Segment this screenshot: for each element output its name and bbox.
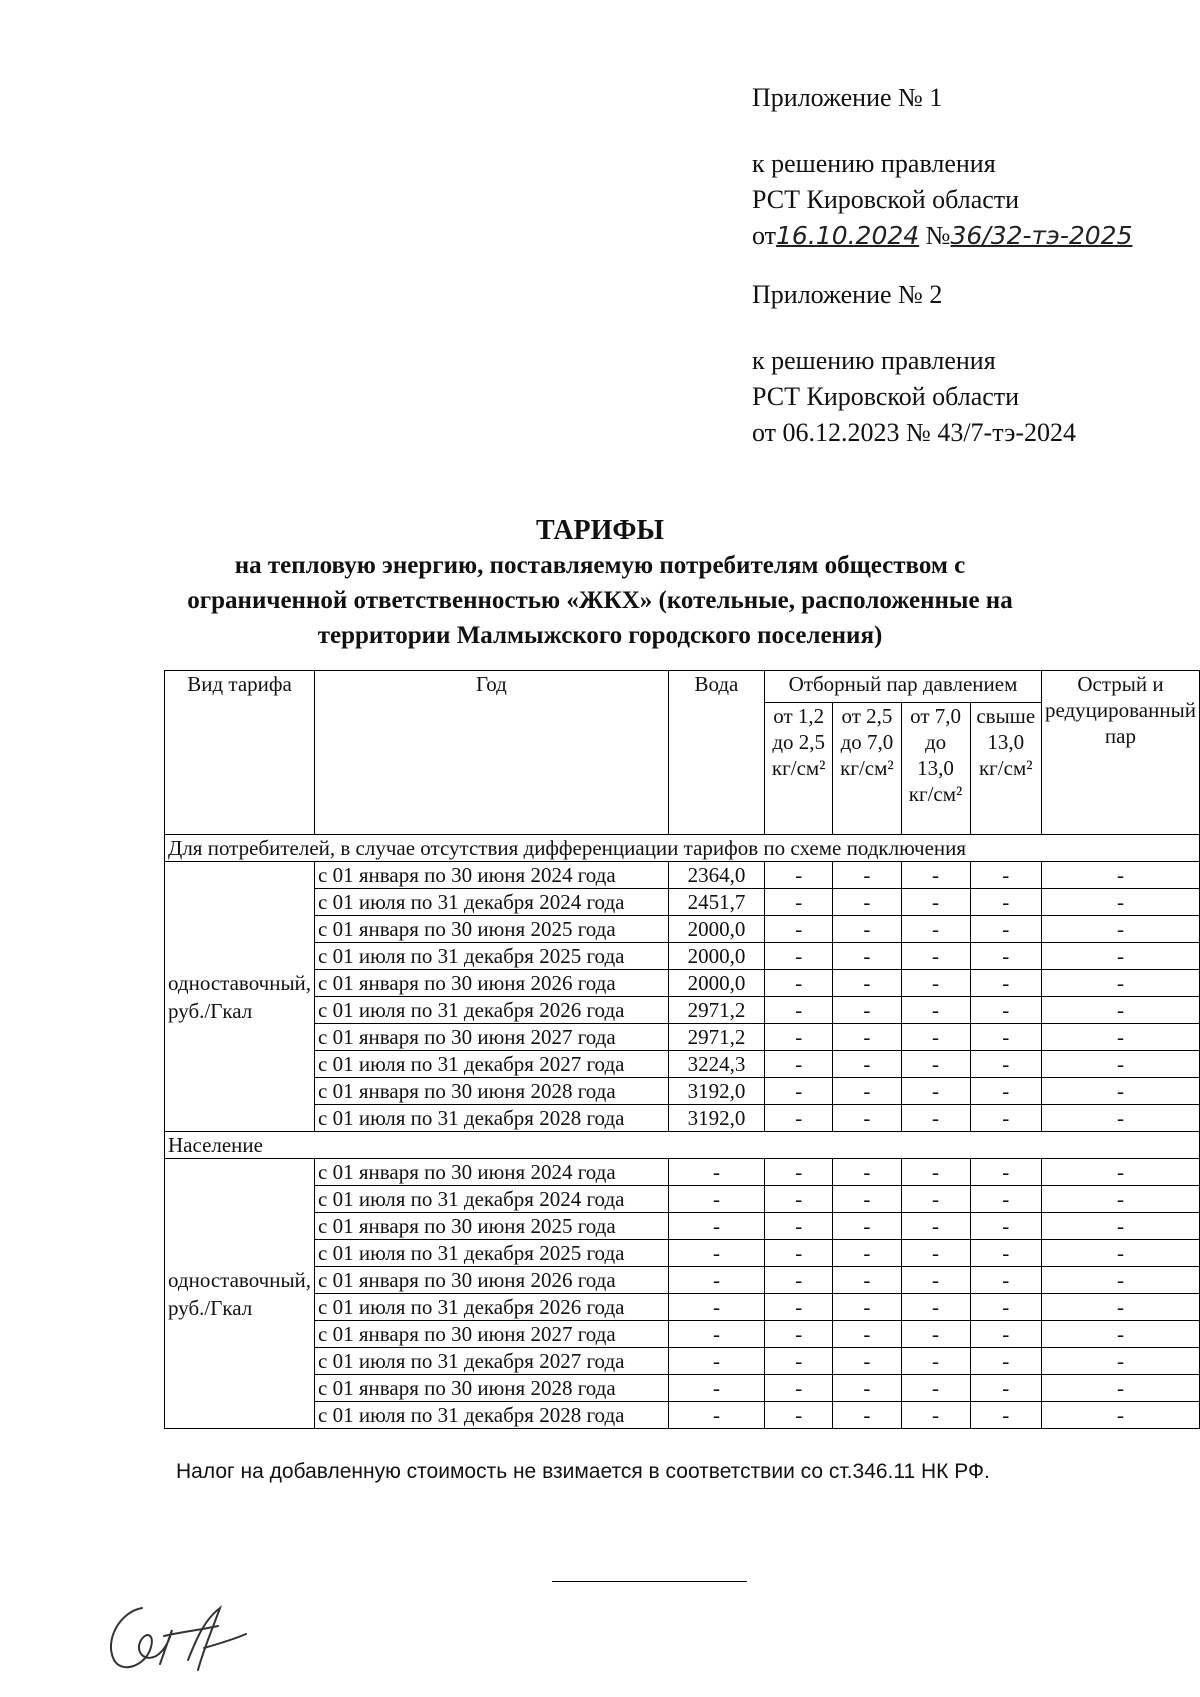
period-cell: с 01 января по 30 июня 2026 года bbox=[315, 1267, 669, 1294]
sharp-value-cell: - bbox=[1041, 862, 1199, 889]
p3-value-cell: - bbox=[901, 889, 970, 916]
header-water: Вода bbox=[668, 671, 764, 835]
p3-value-cell: - bbox=[901, 1294, 970, 1321]
header-type: Вид тарифа bbox=[165, 671, 315, 835]
p3-value-cell: - bbox=[901, 1240, 970, 1267]
p3-value-cell: - bbox=[901, 1321, 970, 1348]
appendix-1-number: 36/32-тэ-2025 bbox=[950, 221, 1133, 250]
period-cell: с 01 января по 30 июня 2024 года bbox=[315, 862, 669, 889]
p3-value-cell: - bbox=[901, 1375, 970, 1402]
water-value-cell: 2971,2 bbox=[668, 1024, 764, 1051]
p4-value-cell: - bbox=[970, 1402, 1041, 1429]
water-value-cell: 3192,0 bbox=[668, 1105, 764, 1132]
p1-value-cell: - bbox=[765, 997, 833, 1024]
p3-value-cell: - bbox=[901, 1348, 970, 1375]
sharp-value-cell: - bbox=[1041, 1105, 1199, 1132]
p1-value-cell: - bbox=[765, 916, 833, 943]
appendix-1-no: № bbox=[925, 221, 951, 250]
p3-value-cell: - bbox=[901, 1024, 970, 1051]
table-row bbox=[165, 1024, 1200, 1051]
period-cell: с 01 июля по 31 декабря 2026 года bbox=[315, 997, 669, 1024]
sharp-value-cell: - bbox=[1041, 970, 1199, 997]
p1-value-cell: - bbox=[765, 889, 833, 916]
section-label: Население bbox=[165, 1132, 1200, 1159]
p1-value-cell: - bbox=[765, 1240, 833, 1267]
appendix-2-label: Приложение № 2 bbox=[752, 280, 943, 309]
p2-value-cell: - bbox=[833, 1159, 901, 1186]
period-cell: с 01 июля по 31 декабря 2027 года bbox=[315, 1348, 669, 1375]
period-cell: с 01 января по 30 июня 2028 года bbox=[315, 1375, 669, 1402]
table-row bbox=[165, 862, 1200, 889]
p1-value-cell: - bbox=[765, 970, 833, 997]
p3-value-cell: - bbox=[901, 997, 970, 1024]
p1-value-cell: - bbox=[765, 1402, 833, 1429]
water-value-cell: - bbox=[668, 1240, 764, 1267]
p4-value-cell: - bbox=[970, 1024, 1041, 1051]
water-value-cell: 3224,3 bbox=[668, 1051, 764, 1078]
period-cell: с 01 июля по 31 декабря 2024 года bbox=[315, 1186, 669, 1213]
sharp-value-cell: - bbox=[1041, 1078, 1199, 1105]
p3-value-cell: - bbox=[901, 1267, 970, 1294]
p1-value-cell: - bbox=[765, 862, 833, 889]
p4-value-cell: - bbox=[970, 1186, 1041, 1213]
p2-value-cell: - bbox=[833, 1186, 901, 1213]
tariff-type-cell: одноставочный, руб./Гкал bbox=[165, 862, 315, 1132]
sharp-value-cell: - bbox=[1041, 916, 1199, 943]
table-row bbox=[165, 889, 1200, 916]
p4-value-cell: - bbox=[970, 1159, 1041, 1186]
p2-value-cell: - bbox=[833, 889, 901, 916]
period-cell: с 01 января по 30 июня 2026 года bbox=[315, 970, 669, 997]
sharp-value-cell: - bbox=[1041, 1051, 1199, 1078]
sharp-value-cell: - bbox=[1041, 1348, 1199, 1375]
table-row bbox=[165, 1078, 1200, 1105]
p3-value-cell: - bbox=[901, 1213, 970, 1240]
p1-value-cell: - bbox=[765, 1078, 833, 1105]
water-value-cell: 2000,0 bbox=[668, 943, 764, 970]
p1-value-cell: - bbox=[765, 1213, 833, 1240]
p1-value-cell: - bbox=[765, 1321, 833, 1348]
water-value-cell: 2000,0 bbox=[668, 916, 764, 943]
period-cell: с 01 января по 30 июня 2025 года bbox=[315, 1213, 669, 1240]
p1-value-cell: - bbox=[765, 943, 833, 970]
p4-value-cell: - bbox=[970, 1267, 1041, 1294]
table-row bbox=[165, 916, 1200, 943]
p3-value-cell: - bbox=[901, 916, 970, 943]
p2-value-cell: - bbox=[833, 1078, 901, 1105]
p4-value-cell: - bbox=[970, 862, 1041, 889]
p4-value-cell: - bbox=[970, 1078, 1041, 1105]
header-year: Год bbox=[315, 671, 669, 835]
appendix-1-block bbox=[752, 80, 1132, 254]
table-row bbox=[165, 1294, 1200, 1321]
sharp-value-cell: - bbox=[1041, 1159, 1199, 1186]
p4-value-cell: - bbox=[970, 1051, 1041, 1078]
table-row bbox=[165, 1186, 1200, 1213]
p2-value-cell: - bbox=[833, 1213, 901, 1240]
title-main: ТАРИФЫ bbox=[536, 515, 664, 546]
water-value-cell: 3192,0 bbox=[668, 1078, 764, 1105]
sharp-value-cell: - bbox=[1041, 1402, 1199, 1429]
p3-value-cell: - bbox=[901, 943, 970, 970]
appendix-1-date: 16.10.2024 bbox=[776, 221, 920, 250]
sharp-value-cell: - bbox=[1041, 1375, 1199, 1402]
p3-value-cell: - bbox=[901, 1078, 970, 1105]
appendix-2-line3: от 06.12.2023 № 43/7-тэ-2024 bbox=[752, 418, 1077, 447]
p2-value-cell: - bbox=[833, 1240, 901, 1267]
p3-value-cell: - bbox=[901, 1402, 970, 1429]
period-cell: с 01 июля по 31 декабря 2028 года bbox=[315, 1402, 669, 1429]
period-cell: с 01 июля по 31 декабря 2025 года bbox=[315, 943, 669, 970]
period-cell: с 01 января по 30 июня 2027 года bbox=[315, 1321, 669, 1348]
table-row bbox=[165, 1105, 1200, 1132]
p2-value-cell: - bbox=[833, 1024, 901, 1051]
sharp-value-cell: - bbox=[1041, 1321, 1199, 1348]
section-row bbox=[165, 1132, 1200, 1159]
period-cell: с 01 января по 30 июня 2025 года bbox=[315, 916, 669, 943]
p4-value-cell: - bbox=[970, 1375, 1041, 1402]
table-row bbox=[165, 1267, 1200, 1294]
water-value-cell: - bbox=[668, 1213, 764, 1240]
p2-value-cell: - bbox=[833, 1294, 901, 1321]
period-cell: с 01 июля по 31 декабря 2024 года bbox=[315, 889, 669, 916]
appendix-1-from: от bbox=[752, 221, 777, 250]
table-row bbox=[165, 1213, 1200, 1240]
table-row bbox=[165, 1051, 1200, 1078]
period-cell: с 01 января по 30 июня 2027 года bbox=[315, 1024, 669, 1051]
document-title bbox=[120, 513, 1080, 653]
p2-value-cell: - bbox=[833, 1105, 901, 1132]
period-cell: с 01 июля по 31 декабря 2027 года bbox=[315, 1051, 669, 1078]
p1-value-cell: - bbox=[765, 1159, 833, 1186]
signature-icon bbox=[100, 1590, 260, 1680]
sharp-value-cell: - bbox=[1041, 1267, 1199, 1294]
p4-value-cell: - bbox=[970, 997, 1041, 1024]
p4-value-cell: - bbox=[970, 1321, 1041, 1348]
p2-value-cell: - bbox=[833, 1321, 901, 1348]
p2-value-cell: - bbox=[833, 1402, 901, 1429]
p1-value-cell: - bbox=[765, 1348, 833, 1375]
appendix-2-line2: РСТ Кировской области bbox=[752, 382, 1020, 411]
sharp-value-cell: - bbox=[1041, 889, 1199, 916]
p4-value-cell: - bbox=[970, 943, 1041, 970]
p2-value-cell: - bbox=[833, 943, 901, 970]
water-value-cell: - bbox=[668, 1294, 764, 1321]
water-value-cell: 2364,0 bbox=[668, 862, 764, 889]
p4-value-cell: - bbox=[970, 1213, 1041, 1240]
sharp-value-cell: - bbox=[1041, 1024, 1199, 1051]
water-value-cell: - bbox=[668, 1375, 764, 1402]
p2-value-cell: - bbox=[833, 970, 901, 997]
bottom-rule bbox=[552, 1581, 747, 1582]
p1-value-cell: - bbox=[765, 1105, 833, 1132]
tariff-type-cell: одноставочный, руб./Гкал bbox=[165, 1159, 315, 1429]
p3-value-cell: - bbox=[901, 1159, 970, 1186]
p2-value-cell: - bbox=[833, 1375, 901, 1402]
p1-value-cell: - bbox=[765, 1186, 833, 1213]
title-line1: на тепловую энергию, поставляемую потребителям обществом с bbox=[234, 552, 966, 579]
appendix-1-line2: РСТ Кировской области bbox=[752, 185, 1020, 214]
p1-value-cell: - bbox=[765, 1024, 833, 1051]
p4-value-cell: - bbox=[970, 1240, 1041, 1267]
water-value-cell: - bbox=[668, 1321, 764, 1348]
p3-value-cell: - bbox=[901, 970, 970, 997]
title-line2: ограниченной ответственностью «ЖКХ» (котельные, расположенные на bbox=[187, 587, 1013, 614]
table-row bbox=[165, 1402, 1200, 1429]
header-pressure-4: свыше 13,0 кг/см² bbox=[970, 703, 1041, 835]
p2-value-cell: - bbox=[833, 997, 901, 1024]
p4-value-cell: - bbox=[970, 916, 1041, 943]
p4-value-cell: - bbox=[970, 1348, 1041, 1375]
header-steam: Отборный пар давлением bbox=[765, 671, 1042, 703]
p3-value-cell: - bbox=[901, 862, 970, 889]
header-pressure-1: от 1,2 до 2,5 кг/см² bbox=[765, 703, 833, 835]
p3-value-cell: - bbox=[901, 1186, 970, 1213]
p4-value-cell: - bbox=[970, 1294, 1041, 1321]
table-row bbox=[165, 1321, 1200, 1348]
water-value-cell: 2000,0 bbox=[668, 970, 764, 997]
p2-value-cell: - bbox=[833, 862, 901, 889]
p1-value-cell: - bbox=[765, 1294, 833, 1321]
water-value-cell: - bbox=[668, 1348, 764, 1375]
tariff-table-body bbox=[165, 835, 1200, 1429]
header-pressure-2: от 2,5 до 7,0 кг/см² bbox=[833, 703, 901, 835]
water-value-cell: - bbox=[668, 1267, 764, 1294]
table-row bbox=[165, 1348, 1200, 1375]
p4-value-cell: - bbox=[970, 1105, 1041, 1132]
sharp-value-cell: - bbox=[1041, 1294, 1199, 1321]
water-value-cell: - bbox=[668, 1402, 764, 1429]
table-row bbox=[165, 943, 1200, 970]
water-value-cell: - bbox=[668, 1159, 764, 1186]
table-row bbox=[165, 1159, 1200, 1186]
appendix-1-line3 bbox=[752, 218, 1132, 254]
period-cell: с 01 января по 30 июня 2024 года bbox=[315, 1159, 669, 1186]
sharp-value-cell: - bbox=[1041, 1213, 1199, 1240]
p4-value-cell: - bbox=[970, 889, 1041, 916]
water-value-cell: 2451,7 bbox=[668, 889, 764, 916]
vat-note: Налог на добавленную стоимость не взимается в соответствии со ст.346.11 НК РФ. bbox=[176, 1460, 990, 1483]
table-row bbox=[165, 1240, 1200, 1267]
p3-value-cell: - bbox=[901, 1051, 970, 1078]
header-pressure-3: от 7,0 до 13,0 кг/см² bbox=[901, 703, 970, 835]
p2-value-cell: - bbox=[833, 1267, 901, 1294]
appendix-2-line1: к решению правления bbox=[752, 346, 996, 375]
p2-value-cell: - bbox=[833, 916, 901, 943]
p1-value-cell: - bbox=[765, 1375, 833, 1402]
period-cell: с 01 июля по 31 декабря 2026 года bbox=[315, 1294, 669, 1321]
sharp-value-cell: - bbox=[1041, 943, 1199, 970]
header-sharp-steam: Острый и редуцированный пар bbox=[1041, 671, 1199, 835]
section-label: Для потребителей, в случае отсутствия дифференциации тарифов по схеме подключения bbox=[165, 835, 1200, 862]
p1-value-cell: - bbox=[765, 1267, 833, 1294]
section-row bbox=[165, 835, 1200, 862]
appendix-2-block bbox=[752, 277, 1076, 451]
title-line3: территории Малмыжского городского поселения) bbox=[317, 622, 883, 649]
water-value-cell: 2971,2 bbox=[668, 997, 764, 1024]
sharp-value-cell: - bbox=[1041, 1186, 1199, 1213]
p3-value-cell: - bbox=[901, 1105, 970, 1132]
sharp-value-cell: - bbox=[1041, 1240, 1199, 1267]
appendix-1-label: Приложение № 1 bbox=[752, 83, 943, 112]
p2-value-cell: - bbox=[833, 1051, 901, 1078]
sharp-value-cell: - bbox=[1041, 997, 1199, 1024]
tariff-table bbox=[164, 670, 1200, 1429]
period-cell: с 01 июля по 31 декабря 2025 года bbox=[315, 1240, 669, 1267]
period-cell: с 01 января по 30 июня 2028 года bbox=[315, 1078, 669, 1105]
table-row bbox=[165, 970, 1200, 997]
water-value-cell: - bbox=[668, 1186, 764, 1213]
table-row bbox=[165, 1375, 1200, 1402]
p2-value-cell: - bbox=[833, 1348, 901, 1375]
period-cell: с 01 июля по 31 декабря 2028 года bbox=[315, 1105, 669, 1132]
p1-value-cell: - bbox=[765, 1051, 833, 1078]
appendix-1-line1: к решению правления bbox=[752, 149, 996, 178]
table-row bbox=[165, 997, 1200, 1024]
p4-value-cell: - bbox=[970, 970, 1041, 997]
